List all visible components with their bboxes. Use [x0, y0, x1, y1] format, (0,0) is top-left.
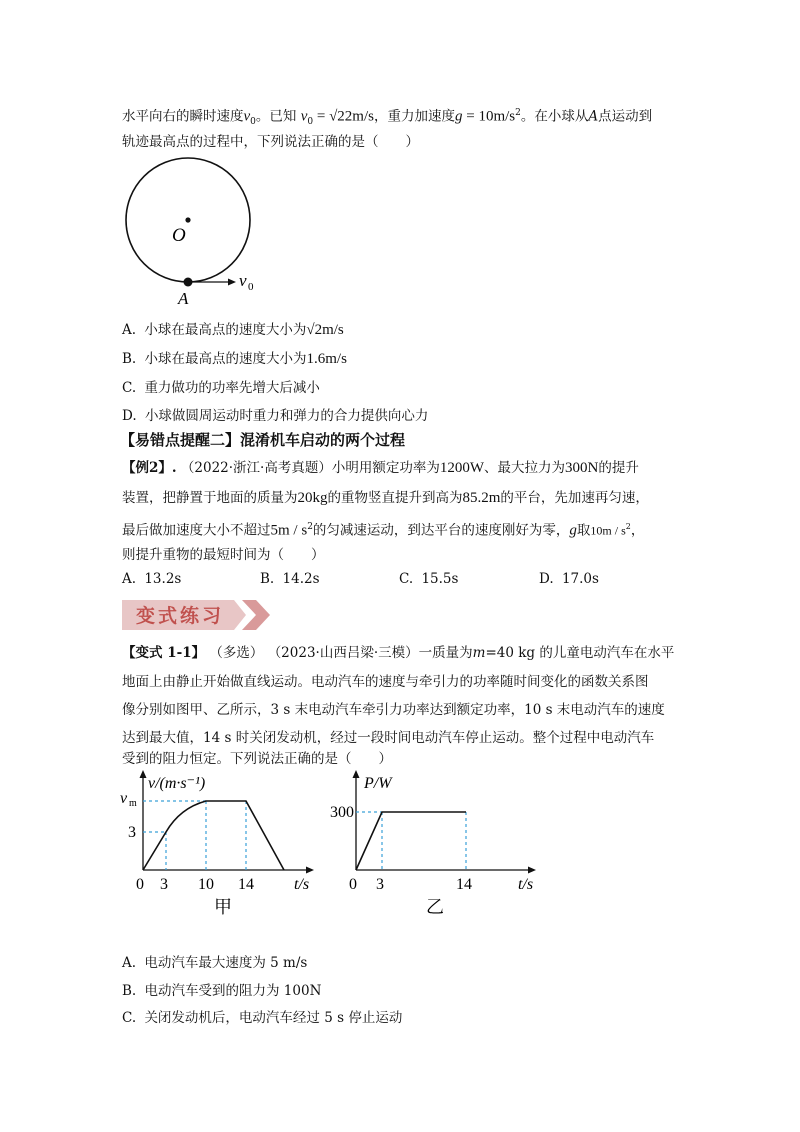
power-curve [356, 812, 466, 870]
x-axis-arrow [306, 867, 314, 874]
option-text: 小球在最高点的速度大小为 [144, 351, 307, 367]
example-label: 【例2】 [122, 460, 172, 476]
stem-text: （2022·浙江·高考真题）小明用额定功率为 [180, 460, 440, 476]
stem-text: 的儿童电动汽车在水平 [539, 645, 675, 661]
v0-subscript: 0 [250, 117, 256, 128]
stem-text: 的平台，先加速再匀速， [500, 490, 649, 506]
option-text: 电动汽车最大速度为 5 m/s [144, 955, 308, 971]
q1-option-a[interactable] [122, 318, 344, 339]
velocity-curve [143, 801, 284, 870]
option-key: C. [122, 380, 137, 396]
v0-subscript: 0 [307, 117, 314, 128]
ex2-option-b[interactable] [260, 571, 320, 587]
q1-stem-line2: 轨迹最高点的过程中，下列说法正确的是（ ） [122, 134, 419, 150]
var1-line1 [122, 644, 674, 662]
graph-caption-yi: 乙 [426, 897, 444, 918]
stem-text: 、最大拉力为 [484, 460, 566, 476]
height-value: 85.2m [462, 490, 501, 506]
stem-text: 。已知 [255, 108, 297, 125]
multi-select-tag: （多选） [209, 645, 264, 661]
x-tick-0: 0 [136, 876, 144, 893]
var1-line2: 地面上由静止开始做直线运动。电动汽车的速度与牵引力的功率随时间变化的函数关系图 [122, 674, 649, 690]
option-key: A. [122, 571, 137, 587]
x-axis-label: t/s [294, 876, 310, 893]
force-value: 300N [565, 460, 599, 476]
option-key: B. [122, 351, 137, 367]
center-point [185, 217, 190, 222]
vm-label: v [120, 790, 128, 807]
x-tick-0: 0 [349, 876, 357, 893]
graph-caption-jia: 甲 [214, 897, 232, 918]
stem-text: 水平向右的瞬时速度 [122, 108, 244, 125]
option-key: A. [122, 322, 137, 338]
option-key: A. [122, 955, 137, 971]
accel-exponent: 2 [307, 522, 313, 532]
velocity-label-sub: 0 [248, 281, 254, 293]
stem-text: 装置，把静置于地面的质量为 [122, 490, 298, 506]
mass-value: 20kg [297, 490, 328, 506]
stem-text: 取 [576, 522, 591, 539]
var1-line4: 达到最大值，14 s 时关闭发动机，经过一段时间电动汽车停止运动。整个过程中电动汽车 [122, 730, 655, 746]
option-key: B. [122, 983, 137, 999]
option-key: D. [122, 408, 137, 424]
g-symbol: g [569, 522, 577, 539]
mass-value: =40 kg [485, 645, 536, 661]
y-axis-label: v/(m·s⁻¹) [148, 775, 206, 792]
stem-text: 的重物竖直提升到高为 [327, 490, 463, 506]
banner-chevron [242, 600, 270, 630]
stem-text: ， [630, 522, 645, 539]
option-key: C. [399, 571, 414, 587]
stem-text: 的匀减速运动，到达平台的速度刚好为零， [312, 522, 570, 539]
var1-line5: 受到的阻力恒定。下列说法正确的是（ ） [122, 751, 392, 767]
x-tick-3: 3 [160, 876, 168, 893]
g-value: = 10m/s [462, 108, 516, 125]
y-axis-arrow [353, 770, 360, 778]
var1-line3: 像分别如图甲、乙所示，3 s 末电动汽车牵引力功率达到额定功率，10 s 末电动汽车的速度 [122, 702, 665, 718]
ex2-line2 [122, 489, 649, 507]
ex2-option-d[interactable] [539, 571, 599, 587]
x-axis-arrow [528, 867, 536, 874]
y-axis-label: P/W [364, 775, 392, 792]
option-text: 电动汽车受到的阻力为 100N [144, 983, 322, 999]
option-text: 14.2s [282, 571, 320, 587]
var1-option-c[interactable] [122, 1006, 402, 1026]
x-tick-3: 3 [376, 876, 384, 893]
variant-label: 【变式 1-1】 [122, 645, 206, 661]
option-key: D. [539, 571, 554, 587]
ex2-option-c[interactable] [399, 571, 458, 587]
stem-text: ，重力加速度 [373, 108, 455, 125]
y-tick-3: 3 [128, 824, 136, 841]
point-a-ref: A [588, 108, 599, 125]
option-value: 1.6m/s [306, 351, 347, 367]
velocity-arrowhead [228, 279, 236, 286]
v0-value: = √22m/s [313, 108, 374, 125]
option-key: B. [260, 571, 275, 587]
option-key: C. [122, 1010, 137, 1026]
g-symbol: g [454, 108, 463, 125]
x-axis-label: t/s [518, 876, 534, 893]
vm-label-sub: m [129, 798, 137, 809]
graph-power-time [330, 768, 550, 918]
stem-text: 的提升 [598, 460, 639, 476]
circle-figure [118, 155, 278, 310]
q1-stem-line1 [122, 104, 652, 131]
stem-text: （2023·山西吕梁·三模）一质量为 [267, 645, 473, 661]
graph-velocity-time [118, 768, 328, 918]
q1-option-d[interactable] [122, 404, 428, 424]
v0-symbol: v [300, 108, 308, 125]
velocity-label: v [239, 271, 247, 290]
option-value: √2m/s [306, 322, 344, 338]
g-exponent: 2 [515, 108, 521, 118]
option-text: 17.0s [561, 571, 599, 587]
mass-symbol: m [472, 645, 486, 661]
ex2-option-a[interactable] [122, 571, 181, 587]
option-text: 13.2s [144, 571, 182, 587]
g-value: 10m / s [590, 523, 626, 538]
x-tick-14: 14 [456, 876, 472, 893]
q1-option-b[interactable] [122, 347, 347, 368]
option-text: 小球在最高点的速度大小为 [144, 322, 307, 338]
option-text: 重力做功的功率先增大后减小 [144, 380, 320, 396]
y-tick-300: 300 [330, 804, 354, 821]
x-tick-14: 14 [238, 876, 254, 893]
var1-option-a[interactable] [122, 951, 307, 971]
accel-value: 5m / s [270, 522, 308, 539]
banner-text: 变式练习 [136, 605, 225, 627]
ex2-line4: 则提升重物的最短时间为（ ） [122, 547, 325, 563]
center-label: O [172, 225, 186, 246]
stem-text: 最后做加速度大小不超过 [122, 522, 271, 539]
power-value: 1200W [439, 460, 485, 476]
example-dot: . [171, 460, 177, 476]
stem-text: 。在小球从 [520, 108, 589, 125]
g-exponent: 2 [625, 522, 631, 531]
var1-option-b[interactable] [122, 979, 321, 999]
ex2-line3 [122, 518, 644, 540]
v0-symbol: v [243, 108, 251, 125]
ex2-line1 [122, 459, 639, 477]
x-tick-10: 10 [198, 876, 214, 893]
option-text: 关闭发动机后，电动汽车经过 5 s 停止运动 [144, 1010, 403, 1026]
option-text: 15.5s [421, 571, 459, 587]
variant-practice-banner [122, 598, 272, 632]
point-a-label: A [178, 289, 189, 308]
stem-text: 点运动到 [598, 108, 653, 125]
y-axis-arrow [140, 770, 147, 778]
section-2-title: 【易错点提醒二】混淆机车启动的两个过程 [120, 431, 406, 449]
q1-option-c[interactable] [122, 376, 320, 396]
option-text: 小球做圆周运动时重力和弹力的合力提供向心力 [144, 408, 429, 424]
